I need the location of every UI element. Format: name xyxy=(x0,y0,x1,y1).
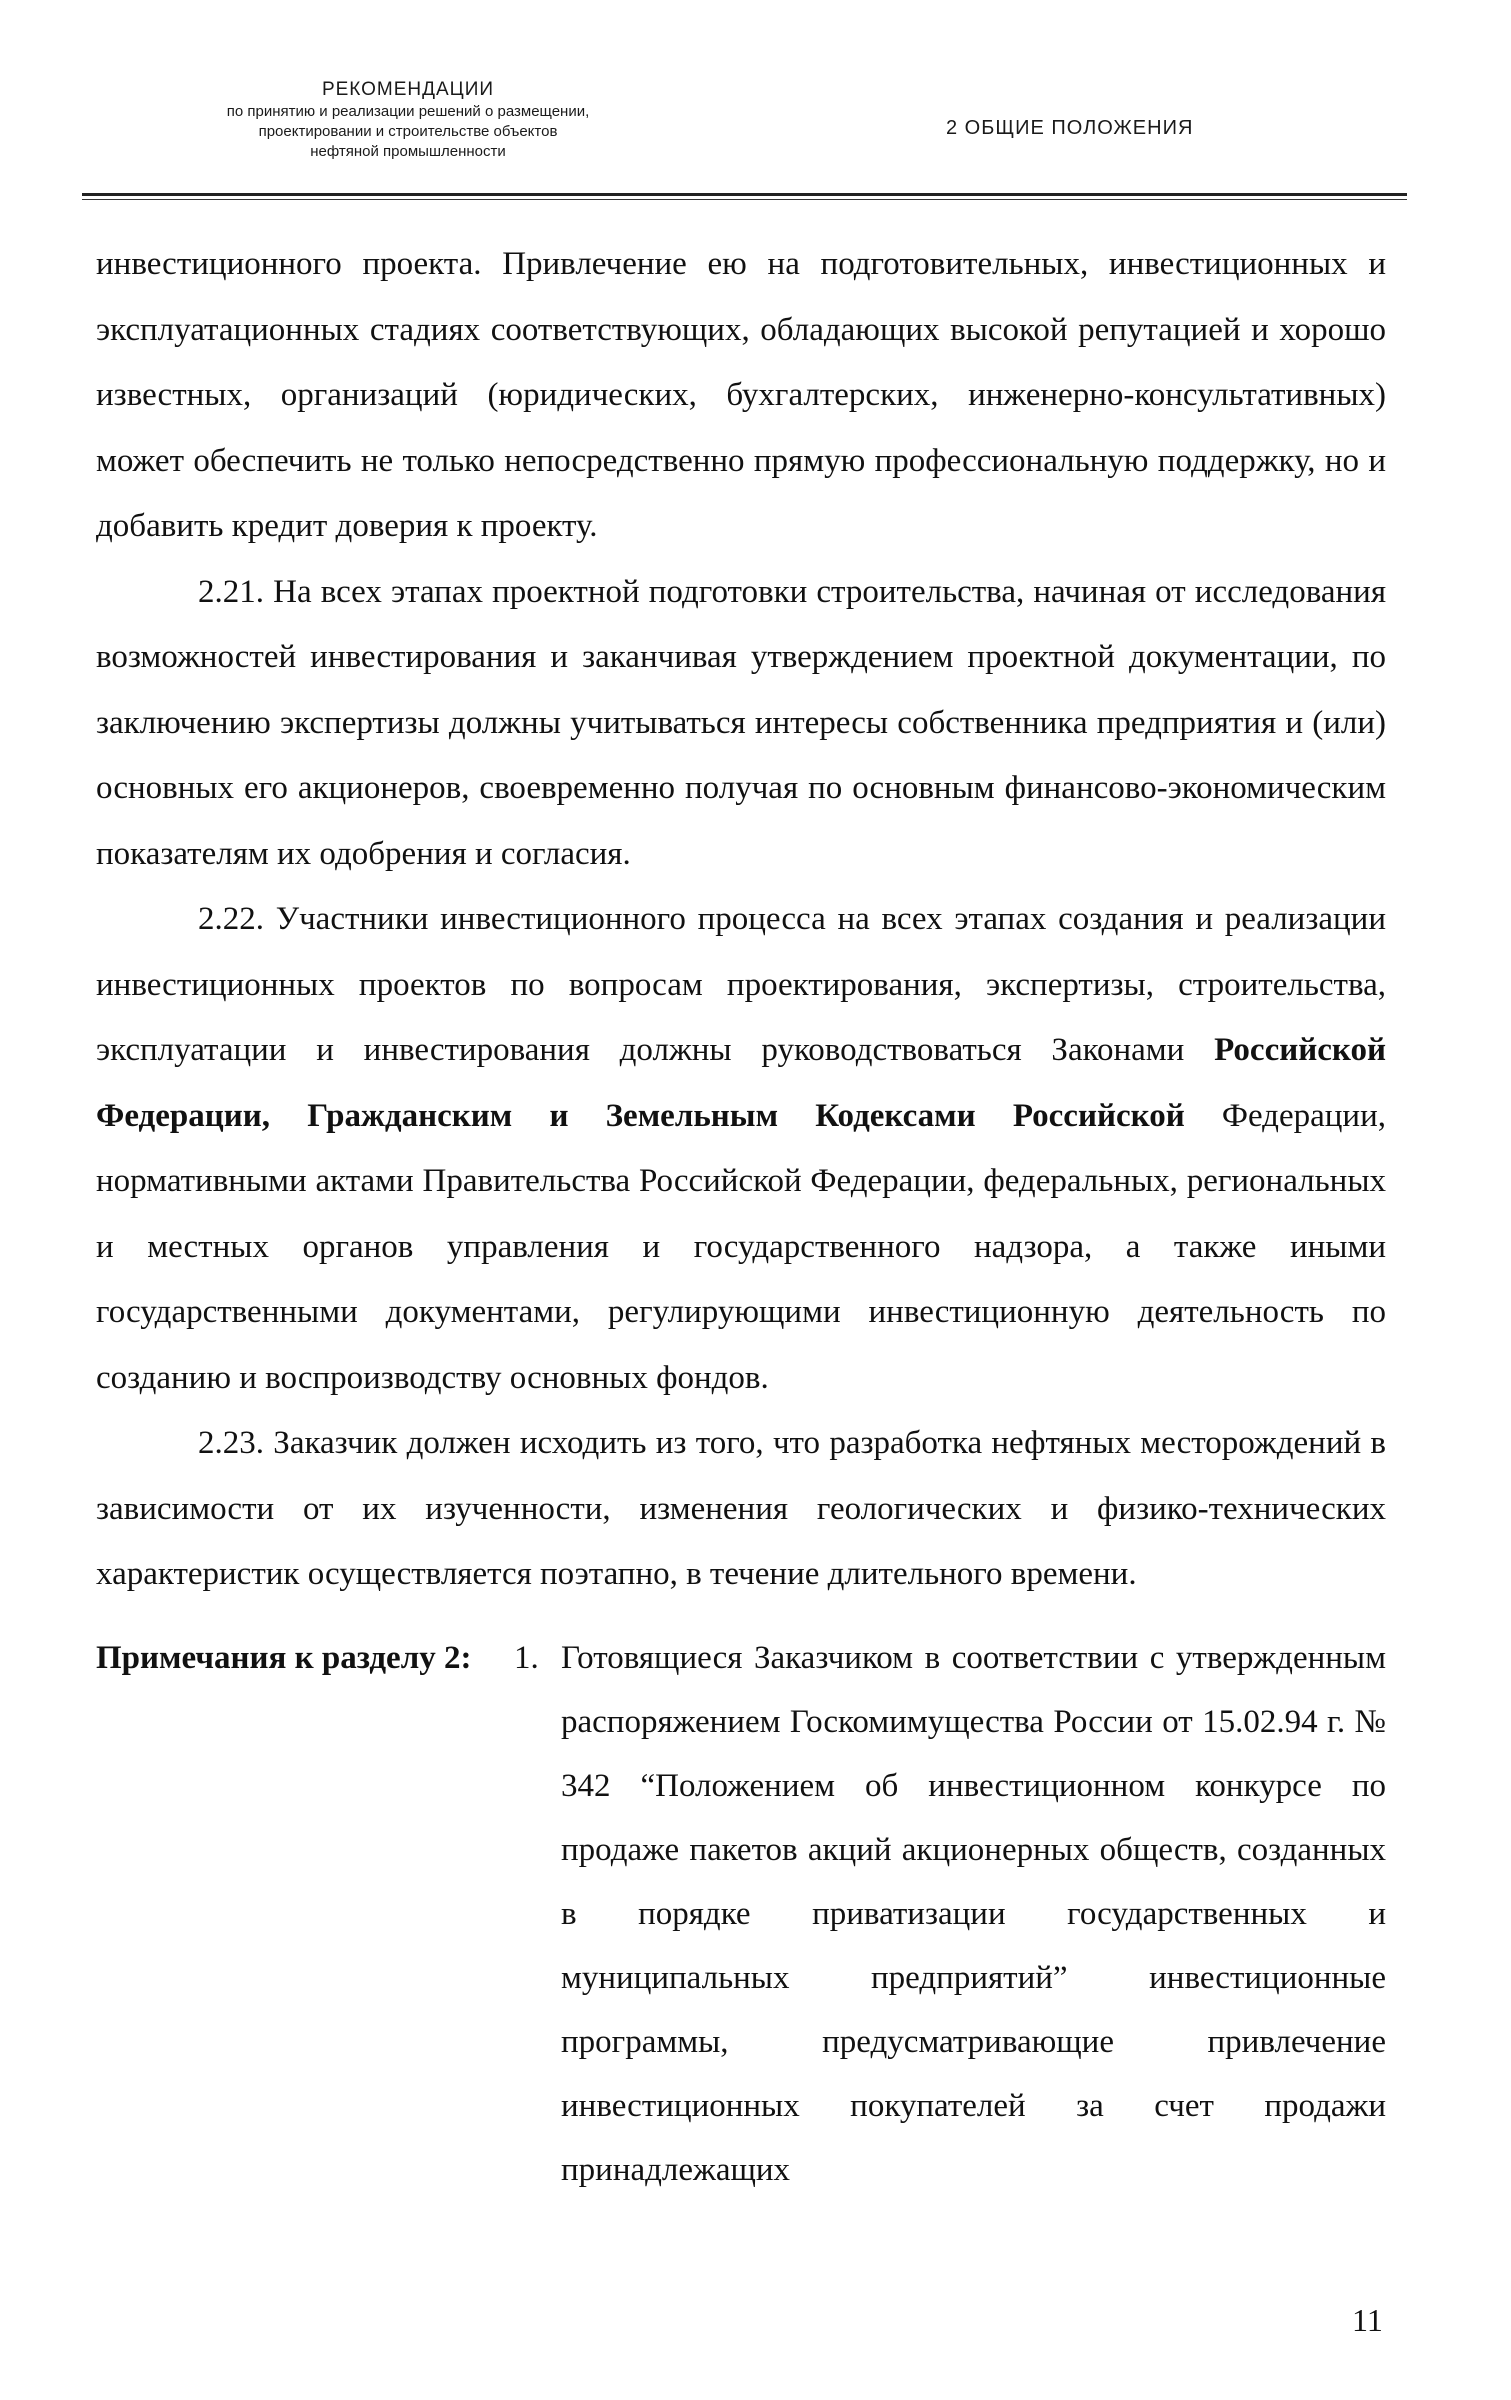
paragraph-2-23: 2.23. Заказчик должен исходить из того, что разработка нефтяных месторождений в зависимости от их изученности, изменения геологических и физико-технических характеристик осуществляется поэтапно, в течение длительного времени. xyxy=(96,1425,1386,1592)
paragraph-2-22 xyxy=(96,887,1386,1411)
header-section-title: 2 ОБЩИЕ ПОЛОЖЕНИЯ xyxy=(946,117,1194,139)
header-title: РЕКОМЕНДАЦИИ xyxy=(321,79,495,100)
paragraph-2-22-start: 2.22. Участники инвестиционного процесса на всех этапах создания и реализации инвестиционных проектов по вопросам проектирования, экспертизы, строительства, эксплуатации и инвестирования должны руководствоваться Законами xyxy=(96,901,1386,1068)
note-number: 1. xyxy=(514,1640,539,1676)
notes-label: Примечания к разделу 2: xyxy=(96,1640,472,1676)
paragraph-2-22-bold: Российской Федерации, Гражданским и Земельным Кодексами Российской xyxy=(96,1032,1386,1134)
page-number: 11 xyxy=(1352,2302,1383,2338)
header-rule-thin xyxy=(82,199,1407,200)
header-subtitle-line-3: нефтяной промышленности xyxy=(310,143,506,160)
body-text xyxy=(96,232,1386,1608)
note-text: Готовящиеся Заказчиком в соответствии с утвержденным распоряжением Госкомимущества России от 15.02.94 г. № 342 “Положением об инвестиционном конкурсе по продаже пакетов акций акционерных обществ, созданных в порядке приватизации государственных и муниципальных предприятий” инвестиционные программы, предусматривающие привлечение инвестиционных покупателей за счет продажи принадлежащих xyxy=(561,1640,1386,2188)
paragraph-2-22-end: Федерации, нормативными актами Правительства Российской Федерации, федеральных, региональных и местных органов управления и государственного надзора, а также иными государственными документами, регулирующими инвестиционную деятельность по созданию и воспроизводству основных фондов. xyxy=(96,1097,1386,1396)
running-header xyxy=(118,78,698,162)
header-subtitle-line-1: по принятию и реализации решений о размещении, xyxy=(226,103,590,120)
header-rule-thick xyxy=(82,193,1407,196)
paragraph-2-21: 2.21. На всех этапах проектной подготовки строительства, начиная от исследования возможностей инвестирования и заканчивая утверждением проектной документации, по заключению экспертизы должны учитываться интересы собственника предприятия и (или) основных его акционеров, своевременно получая по основным финансово-экономическим показателям их одобрения и согласия. xyxy=(96,573,1386,872)
header-subtitle-line-2: проектировании и строительстве объектов xyxy=(258,123,558,140)
paragraph-continuation: инвестиционного проекта. Привлечение ею на подготовительных, инвестиционных и эксплуатационных стадиях соответствующих, обладающих высокой репутацией и хорошо известных, организаций (юридических, бухгалтерских, инженерно-консультативных) может обеспечить не только непосредственно прямую профессиональную поддержку, но и добавить кредит доверия к проекту. xyxy=(96,246,1386,544)
